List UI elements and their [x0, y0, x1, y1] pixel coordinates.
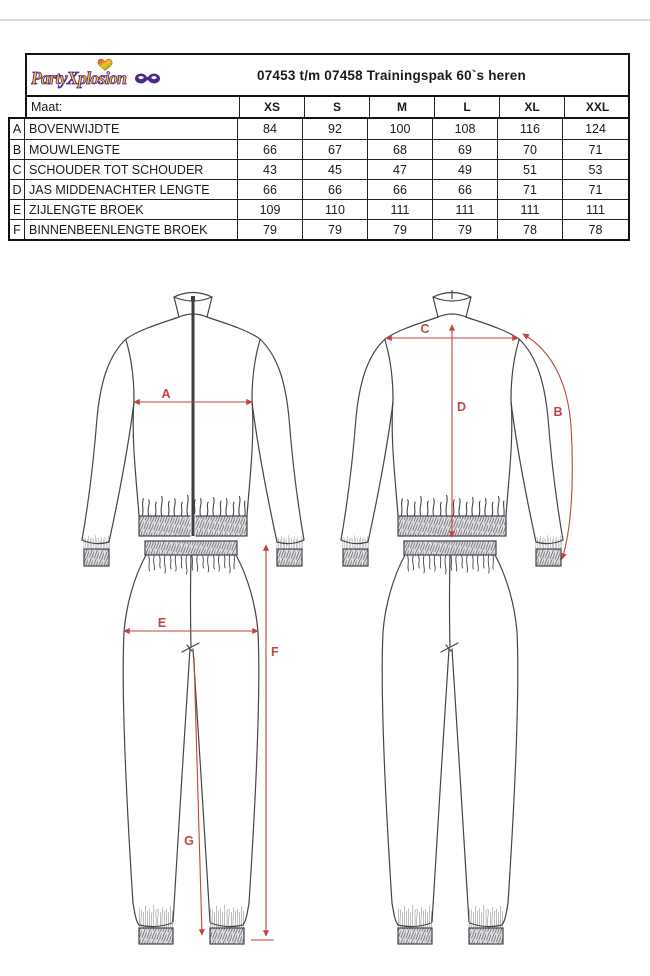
size-value-cell: 79 — [433, 219, 498, 239]
size-value-cell: 110 — [303, 199, 368, 219]
size-value-cell: 71 — [563, 179, 628, 199]
size-value-cell: 70 — [498, 139, 563, 159]
size-value-cell: 108 — [433, 119, 498, 139]
size-value-cell: 79 — [368, 219, 433, 239]
size-column-header: M — [370, 97, 435, 117]
size-column-header: XL — [500, 97, 565, 117]
size-value-cell: 116 — [498, 119, 563, 139]
size-value-cell: 124 — [585, 122, 606, 136]
size-column-header: L — [435, 97, 500, 117]
row-letter-cell: F — [10, 219, 25, 239]
size-value-cell: 111 — [368, 199, 433, 219]
size-value-cell: 100 — [368, 119, 433, 139]
measure-label-d: D — [457, 400, 467, 414]
zipper-pull — [191, 296, 195, 301]
size-value-cell: 66 — [368, 179, 433, 199]
measurement-label-cell: ZIJLENGTE BROEK — [25, 199, 238, 219]
size-value-cell: 78 — [563, 219, 628, 239]
row-letter-cell: E — [10, 199, 25, 219]
size-value-cell: 71 — [498, 179, 563, 199]
size-value-cell: 111 — [563, 199, 628, 219]
measure-label-f: F — [271, 645, 279, 659]
measure-arrow-g — [194, 657, 202, 935]
row-letter-cell: A — [10, 119, 25, 139]
size-value-cell: 69 — [433, 139, 498, 159]
size-column-header: XS — [240, 97, 305, 117]
size-column-header: XXL — [585, 100, 610, 114]
measure-labels — [158, 322, 563, 848]
size-value-cell: 45 — [303, 159, 368, 179]
size-value-cell: 71 — [563, 139, 628, 159]
size-value-cell: 66 — [433, 179, 498, 199]
measurement-label-cell: BOVENWIJDTE — [25, 119, 238, 139]
row-letter-cell: B — [10, 139, 25, 159]
measure-label-g: G — [184, 834, 194, 848]
measure-arrow-b — [523, 334, 572, 559]
size-value-cell: 109 — [238, 199, 303, 219]
measure-label-a: A — [161, 387, 171, 401]
size-value-cell: 66 — [238, 139, 303, 159]
size-value-cell: 84 — [238, 119, 303, 139]
size-value-cell: 53 — [563, 159, 628, 179]
size-value-cell: 92 — [303, 119, 368, 139]
measure-label-c: C — [420, 322, 430, 336]
row-letter-cell: C — [10, 159, 25, 179]
size-value-cell: 111 — [433, 199, 498, 219]
size-label-cell: Maat: — [27, 97, 240, 117]
size-value-cell: 67 — [303, 139, 368, 159]
measure-label-b: B — [553, 405, 563, 419]
size-value-cell: 78 — [498, 219, 563, 239]
row-letter-cell: D — [10, 179, 25, 199]
measurement-label-cell: JAS MIDDENACHTER LENGTE — [25, 179, 238, 199]
measurement-label-cell: MOUWLENGTE — [25, 139, 238, 159]
logo-wordmark: PartyXplosion — [31, 68, 127, 88]
size-value-cell: 66 — [238, 179, 303, 199]
size-value-cell: 79 — [303, 219, 368, 239]
measurement-label-cell: BINNENBEENLENGTE BROEK — [25, 219, 238, 239]
size-value-cell: 47 — [368, 159, 433, 179]
size-value-cell: 68 — [368, 139, 433, 159]
product-title: 07453 t/m 07458 Trainingspak 60`s heren — [257, 67, 526, 83]
size-value-cell: 49 — [433, 159, 498, 179]
size-value-cell: 79 — [238, 219, 303, 239]
measure-label-e: E — [157, 616, 167, 630]
size-value-cell: 43 — [238, 159, 303, 179]
size-value-cell: 111 — [498, 199, 563, 219]
measurement-label-cell: SCHOUDER TOT SCHOUDER — [25, 159, 238, 179]
size-column-header: S — [305, 97, 370, 117]
size-value-cell: 66 — [303, 179, 368, 199]
size-value-cell: 51 — [498, 159, 563, 179]
